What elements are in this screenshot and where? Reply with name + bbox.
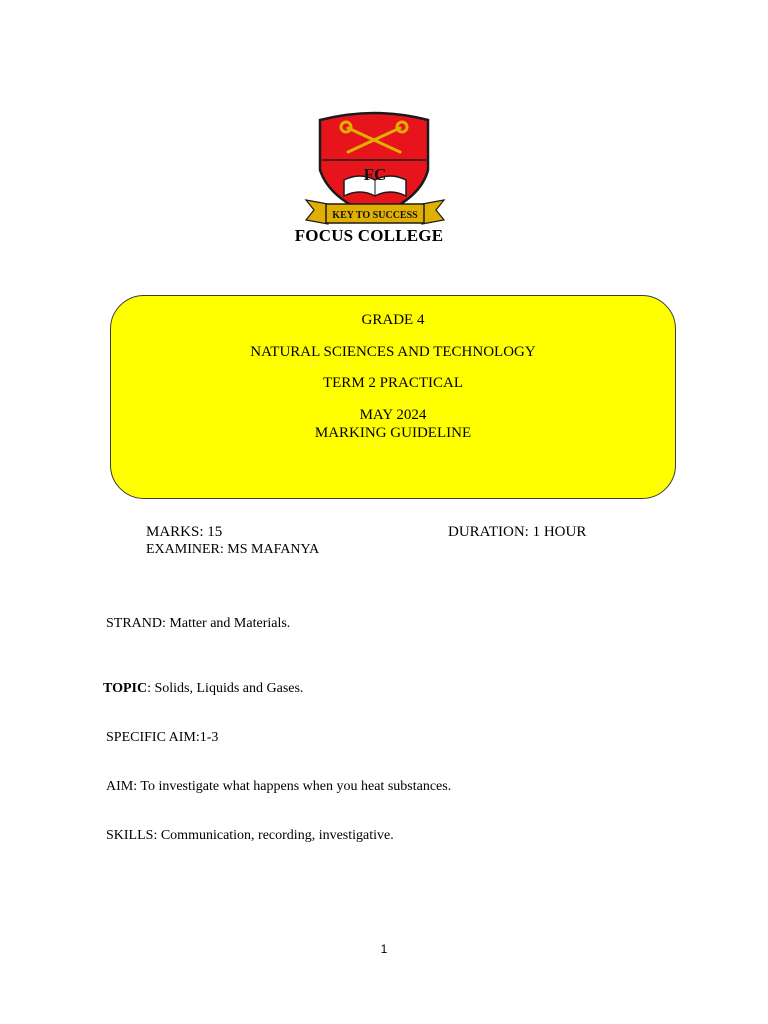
skills-field [106, 828, 394, 844]
topic-label: TOPIC [103, 681, 148, 696]
duration-text: DURATION: 1 HOUR [448, 524, 587, 540]
skills-value: : Communication, recording, investigative. [153, 828, 394, 843]
doc-type-line: MARKING GUIDELINE [314, 425, 472, 441]
page-number: 1 [380, 942, 388, 956]
topic-value: : Solids, Liquids and Gases. [147, 681, 304, 696]
aim-field [106, 779, 451, 795]
date-line: MAY 2024 [359, 407, 427, 423]
aim-value: : To investigate what happens when you heat substances. [133, 779, 452, 794]
school-crest-icon [300, 108, 450, 228]
school-name: FOCUS COLLEGE [294, 226, 444, 245]
title-box [110, 295, 676, 499]
skills-label: SKILLS [106, 828, 154, 843]
grade-line: GRADE 4 [361, 312, 425, 328]
examiner-text: EXAMINER: MS MAFANYA [146, 542, 320, 557]
strand-field [106, 616, 290, 632]
strand-value: : Matter and Materials. [162, 616, 291, 631]
specific-aim-field: SPECIFIC AIM:1-3 [106, 730, 219, 745]
logo-banner-text: KEY TO SUCCESS [332, 210, 418, 221]
subject-line: NATURAL SCIENCES AND TECHNOLOGY [250, 344, 536, 360]
strand-label: STRAND [106, 616, 163, 631]
logo-initials: FC [363, 165, 387, 184]
topic-field [103, 681, 303, 697]
aim-label: AIM [106, 779, 134, 794]
marks-text: MARKS: 15 [146, 524, 223, 540]
term-line: TERM 2 PRACTICAL [322, 375, 463, 391]
school-logo [300, 108, 450, 228]
